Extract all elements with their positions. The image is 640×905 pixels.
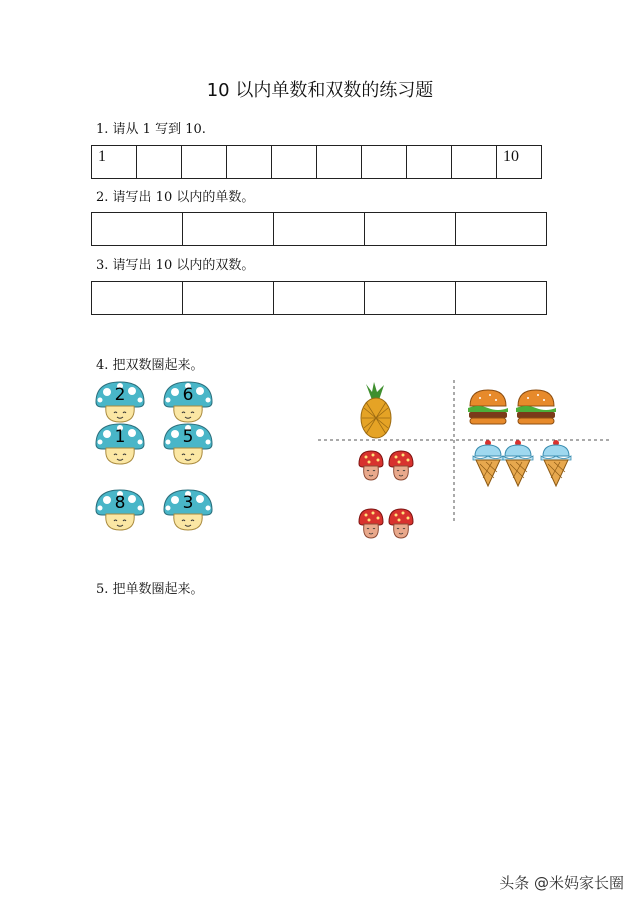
answer-cell[interactable] [407, 146, 452, 179]
numbered-mushrooms [92, 378, 222, 538]
question-1-label: 1. 请从 1 写到 10. [96, 122, 206, 137]
answer-cell[interactable] [456, 282, 547, 315]
svg-text:6: 6 [182, 385, 194, 405]
answer-cell[interactable] [272, 146, 317, 179]
strawberry-mushroom-icon[interactable] [359, 451, 383, 480]
even-numbers-table [91, 281, 547, 315]
svg-text:2: 2 [114, 385, 126, 405]
mushroom-icon[interactable] [96, 382, 144, 422]
write-1-to-10-table [91, 145, 542, 179]
question-2-label: 2. 请写出 10 以内的单数。 [96, 190, 255, 205]
answer-cell[interactable] [456, 213, 547, 246]
answer-cell[interactable] [274, 282, 365, 315]
page-title: 10 以内单数和双数的练习题 [206, 80, 434, 101]
question-5-label: 5. 把单数圈起来。 [96, 582, 204, 597]
answer-cell[interactable] [137, 146, 182, 179]
burger-icon[interactable] [516, 390, 556, 424]
answer-cell[interactable] [365, 282, 456, 315]
answer-cell[interactable] [317, 146, 362, 179]
watermark: 头条 @米妈家长圈 [499, 874, 624, 892]
picture-quadrants [318, 378, 613, 548]
answer-cell[interactable] [452, 146, 497, 179]
svg-text:3: 3 [182, 493, 194, 513]
svg-text:5: 5 [182, 427, 194, 447]
svg-text:1: 1 [114, 427, 126, 447]
answer-cell[interactable]: 1 [92, 146, 137, 179]
mushroom-icon[interactable] [96, 490, 144, 530]
answer-cell[interactable]: 10 [497, 146, 542, 179]
mushroom-icon[interactable] [96, 424, 144, 464]
ice-cream-icon[interactable] [541, 440, 571, 486]
question-3-label: 3. 请写出 10 以内的双数。 [96, 258, 255, 273]
svg-text:8: 8 [114, 493, 126, 513]
strawberry-mushroom-icon[interactable] [389, 509, 413, 538]
odd-numbers-table [91, 212, 547, 246]
pineapple-icon[interactable] [361, 382, 391, 438]
mushroom-icon[interactable] [164, 490, 212, 530]
answer-cell[interactable] [183, 282, 274, 315]
answer-cell[interactable] [183, 213, 274, 246]
answer-cell[interactable] [92, 213, 183, 246]
strawberry-mushroom-icon[interactable] [389, 451, 413, 480]
answer-cell[interactable] [362, 146, 407, 179]
mushroom-icon[interactable] [164, 382, 212, 422]
answer-cell[interactable] [274, 213, 365, 246]
answer-cell[interactable] [227, 146, 272, 179]
ice-cream-icon[interactable] [503, 440, 533, 486]
ice-cream-icon[interactable] [473, 440, 503, 486]
burger-icon[interactable] [468, 390, 508, 424]
strawberry-mushroom-icon[interactable] [359, 509, 383, 538]
answer-cell[interactable] [365, 213, 456, 246]
mushroom-icon[interactable] [164, 424, 212, 464]
answer-cell[interactable] [182, 146, 227, 179]
question-4-label: 4. 把双数圈起来。 [96, 358, 204, 373]
answer-cell[interactable] [92, 282, 183, 315]
